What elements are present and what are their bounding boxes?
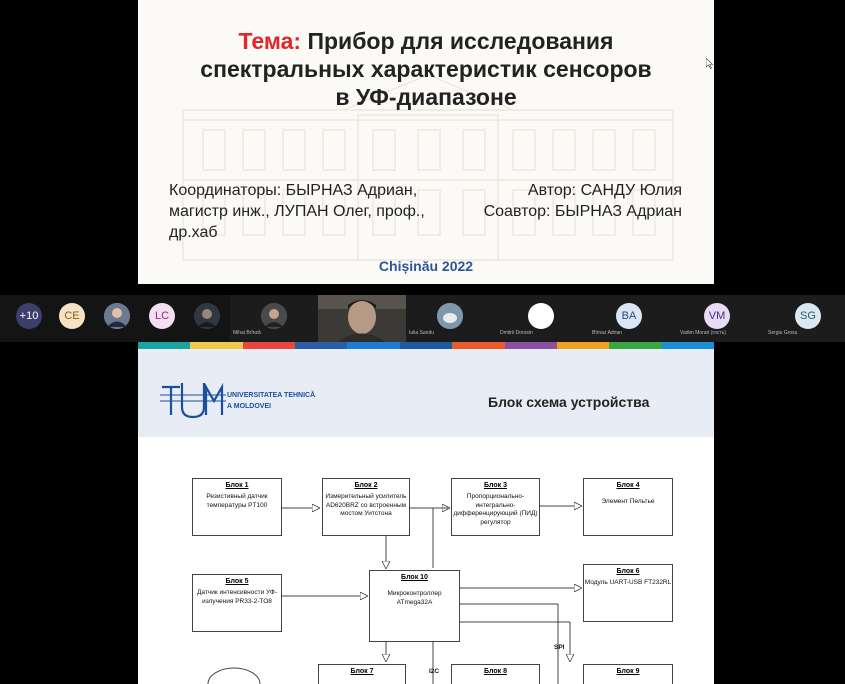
block-description: Измерительный усилитель AD620BRZ со встроенным мостом Уитстона [325,493,407,517]
block-title: Блок 2 [354,482,378,489]
participant-tile-iulia[interactable] [406,295,494,342]
bird-photo-icon [437,303,463,329]
mouse-cursor-icon [706,58,714,69]
university-name-line-1: UNIVERSITATEA TEHNICĂ [227,392,316,399]
block-title: Блок 5 [225,578,249,585]
slide-title [138,27,714,111]
coauthor: Соавтор: БЫРНАЗ Адриан [483,203,682,220]
diagram-block-8 [451,664,540,684]
participants-strip [0,295,845,342]
diagram-block-3 [451,478,540,536]
diagram-block-7 [318,664,406,684]
diagram-block-5 [192,574,282,632]
participant-tile-mihai[interactable] [230,295,318,342]
block-title: Блок 1 [225,482,249,489]
i2c-label: I2C [429,668,440,675]
participant-avatar-ba: BA [616,303,642,329]
person-photo-icon [261,303,287,329]
participant-tile-dmitrii[interactable] [494,295,582,342]
block-title: Блок 8 [483,668,507,675]
diagram-block-9 [583,664,673,684]
block-description: Микроконтроллер ATmega32A [387,590,442,606]
participant-photo-avatar-3 [261,303,287,329]
participant-photo-avatar-4 [437,303,463,329]
participant-name: Dmitrii Dorosin [500,330,533,336]
coordinators-line-3: др.хаб [169,224,218,241]
block-title: Блок 7 [350,668,374,675]
participant-name: Iulia Sandu [409,330,435,336]
more-participants-button[interactable]: +10 [16,303,42,329]
block-title: Блок 10 [401,574,428,581]
participant-name: Sergiu Grosu [768,330,798,336]
spi-label: SPI [554,644,565,651]
participant-avatar-vm: VM [704,303,730,329]
participant-avatar-ce[interactable]: CE [59,303,85,329]
title-slide [138,0,714,284]
person-photo-icon [194,303,220,329]
participant-avatar-lc[interactable]: LC [149,303,175,329]
city-year: Chișinău 2022 [378,258,474,274]
block-title: Блок 9 [616,668,640,675]
participant-tile-vadim[interactable] [670,295,758,342]
block-diagram-slide [138,342,714,684]
participant-avatar-sg: SG [795,303,821,329]
title-prefix: Тема: [238,28,302,54]
diagram-block-6 [583,564,673,622]
participant-name: Bîrnaz Adrian [592,330,623,336]
author: Автор: САНДУ Юлия [527,182,682,199]
participant-photo-avatar-2[interactable] [194,303,220,329]
diagram-block-10 [369,570,460,642]
speaker-video-frame [318,295,406,342]
block-description: Датчик интенсивности УФ-излучения PR33-2-TO8 [196,589,278,605]
block-description: Резистивный датчик температуры PT100 [206,493,268,509]
participant-photo-avatar[interactable] [104,303,130,329]
participant-avatar-blank [528,303,554,329]
slide2-title: Блок схема устройства [488,394,650,410]
coordinators-line-2: магистр инж., ЛУПАН Олег, проф., [169,203,425,220]
block-title: Блок 6 [616,568,640,575]
block-description: Пропорционально-интегрально-дифференцирующий (ПИД) регулятор [453,493,538,526]
coordinators [169,180,439,243]
diagram-block-1 [192,478,282,536]
active-speaker-video[interactable] [318,295,406,342]
diagram-block-4 [583,478,673,536]
block-description: Модуль UART-USB FT232RL [584,579,672,586]
participant-name: Mihai Brînză [233,330,261,336]
participant-tile-birnaz[interactable] [582,295,670,342]
person-photo-icon [104,303,130,329]
university-name-line-2: A MOLDOVEI [227,403,272,410]
title-line-3: в УФ-диапазоне [335,84,517,110]
coordinators-line-1: Координаторы: БЫРНАЗ Адриан, [169,182,418,199]
block-title: Блок 3 [483,482,507,489]
participant-tile-sergiu[interactable] [758,295,845,342]
diagram-block-2 [322,478,410,536]
title-line-1: Прибор для исследования [307,28,614,54]
block-title: Блок 4 [616,482,640,489]
title-line-2: спектральных характеристик сенсоров [200,56,652,82]
authors [422,180,682,222]
participant-name: Vadim Morari (гость) [680,330,726,336]
block-description: Элемент Пельтье [601,498,655,505]
